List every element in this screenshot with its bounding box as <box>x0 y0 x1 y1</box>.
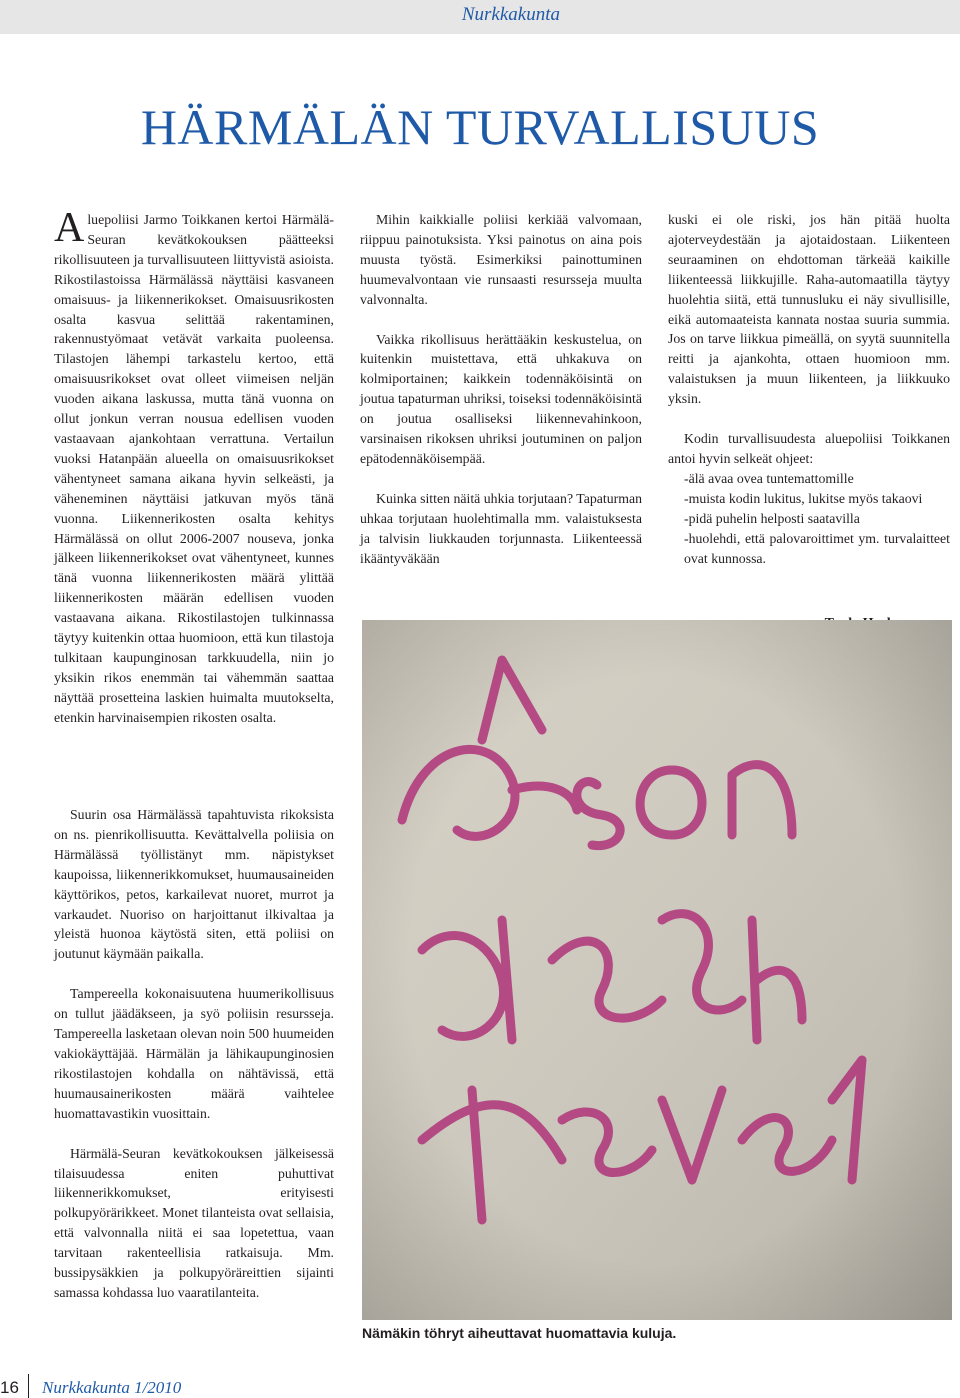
paragraph-driving: kuski ei ole riski, jos hän pitää huolta ajoterveydestään ja ajotaidostaan. Liikenteen seuraaminen on ehdottoman tärkeää kaikille liikenteessä liikkujille. Raha-automaatilla täytyy huolehtia siitä, että tunnusluku ei näy sivullisille, eikä automaateista kannata nostaa suuria summia. Jos on tarve liikkua pimeällä, on syytä suunnitella reitti ja ajankohta, ottaen huomioon mm. valaistuksen ja muun liikenteen, ja liikkuuko yksin. <box>668 212 950 407</box>
graffiti-image <box>362 620 952 1320</box>
column-3 <box>668 210 950 568</box>
paragraph-traffic: Härmälä-Seuran kevätkokouksen jälkeisessä tilaisuudessa eniten puhuttivat liikennerikkomukset, erityisesti polkupyörärikkeet. Monet tilanteista ovat sellaisia, että valvonnalla niitä ei saa lopetettua, vaan tarvitaan rakenteellisia ratkaisuja. Mm. bussipysäkkien ja polkupyöräreittien sijainti samassa kohdassa luo vaaratilanteita. <box>54 1145 334 1300</box>
article-title: HÄRMÄLÄN TURVALLISUUS <box>140 99 820 155</box>
column-1-lower <box>54 805 334 1303</box>
paragraph-prevention: Kuinka sitten näitä uhkia torjutaan? Tapaturman uhkaa torjutaan huolehtimalla mm. valaistuksesta ja talvisin liukkauden torjunnasta. Liikenteessä ikääntyväkään <box>360 490 642 566</box>
list-item: -pidä puhelin helposti saatavilla <box>684 510 860 526</box>
magazine-issue: Nurkkakunta 1/2010 <box>42 1378 182 1397</box>
photo-caption: Nämäkin töhryt aiheuttavat huomattavia kuluja. <box>362 1325 677 1341</box>
paragraph-home-safety: Kodin turvallisuudesta aluepoliisi Toikkanen antoi hyvin selkeät ohjeet: <box>668 431 950 466</box>
list-item: -älä avaa ovea tuntemattomille <box>684 470 854 486</box>
column-2 <box>360 210 642 569</box>
column-1 <box>54 205 334 728</box>
page-number: 16 <box>0 1378 19 1397</box>
paragraph-drugs: Tampereella kokonaisuutena huumerikollisuus on tullut jäädäkseen, ja syö poliisin resursseja. Tampereella lasketaan olevan noin 500 huumeiden vakiokäyttäjää. Härmälän ja lähikaupunginosien rikostilastojen kohdalla on nähtävissä, että huumausainerikosten määrä vaihtelee huomattavastikin vuosittain. <box>54 986 334 1121</box>
paragraph-priorities: Mihin kaikkialle poliisi kerkiää valvomaan, riippuu painotuksista. Yksi painotus on aina pois muusta työstä. Esimerkiksi painottuminen huumevalvontaan vie runsaasti resursseja muulta valvonnalta. <box>360 212 642 307</box>
graffiti-photo <box>362 620 952 1320</box>
intro-paragraph <box>54 205 334 728</box>
footer-divider <box>28 1374 29 1398</box>
drop-cap: A <box>54 205 85 251</box>
intro-text: luepoliisi Jarmo Toikkanen kertoi Härmälä-Seuran kevätkokouksen päätteeksi rikollisuuteen ja turvallisuuteen liittyvistä asioista. Rikostilastoissa Härmälässä näyttäisi kasvaneen omaisuus- ja liikennerikokset. Omaisuusrikosten osalta kasvua selittää rakentaminen, rakennustyömaat vetävät varkaita puoleensa. Tilastojen lähempi tarkastelu kertoo, että omaisuusrikokset ovat olleet viimeisen neljän vuoden aikana laskussa, mutta tänä vuonna on ollut jonkun verran nousua edellisen vuoden vastaavaan ajankohtaan verrattuna. Vertailun vuoksi Hatanpään alueella on omaisuusrikokset vähentyneet samana aikana hyvin selkeästi, ja väheneminen näyttäisi jatkuvan myös tänä vuonna. Liikennerikosten osalta kehitys Härmälässä on ollut 2006-2007 nouseva, jonka jälkeen liikennerikokset ovat vähentyneet, kunnes tänä vuonna liikennerikosten määrä ylittää liikennerikosten määrän edellisen vuoden vastaavana aikana. Rikostilastojen tulkinnassa täytyy kuitenkin ottaa huomioon, että kun tilastoja tulkitaan kaupunginosan tarkkuudella, niin jo yksikin rikos enemmän tai vähemmän saattaa näyttää prosetteina laskien huimalta muutokselta, etenkin harvinaisempien rikosten osalta. <box>54 212 334 725</box>
paragraph-threats: Vaikka rikollisuus herättääkin keskustelua, on kuitenkin muistettava, että uhkakuva on kolmiportainen; kaikkein todennäköisintä on joutua tapaturman uhriksi, toiseksi todennäköisintä on joutua osalliseksi liikennevahinkoon, varsinaisen rikoksen uhriksi joutuminen on paljon epätodennäköisempää. <box>360 331 642 466</box>
list-item: -huolehdi, että palovaroittimet ym. turvalaitteet ovat kunnossa. <box>684 530 950 566</box>
paragraph-petty-crime: Suurin osa Härmälässä tapahtuvista rikoksista on ns. pienrikollisuutta. Kevättalvella poliisia on Härmälässä työllistänyt mm. näpistykset kaupoissa, liikennerikkomukset, huumausaineiden käyttörikos, petos, karkailevat nuoret, murrot ja varkaudet. Nuoriso on harjoittanut ilkivaltaa ja yleistä huonoa käytöstä siten, että poliisi on joutunut käymään paikalla. <box>54 807 334 962</box>
list-item: -muista kodin lukitus, lukitse myös takaovi <box>684 490 923 506</box>
section-header: Nurkkakunta <box>461 4 560 25</box>
